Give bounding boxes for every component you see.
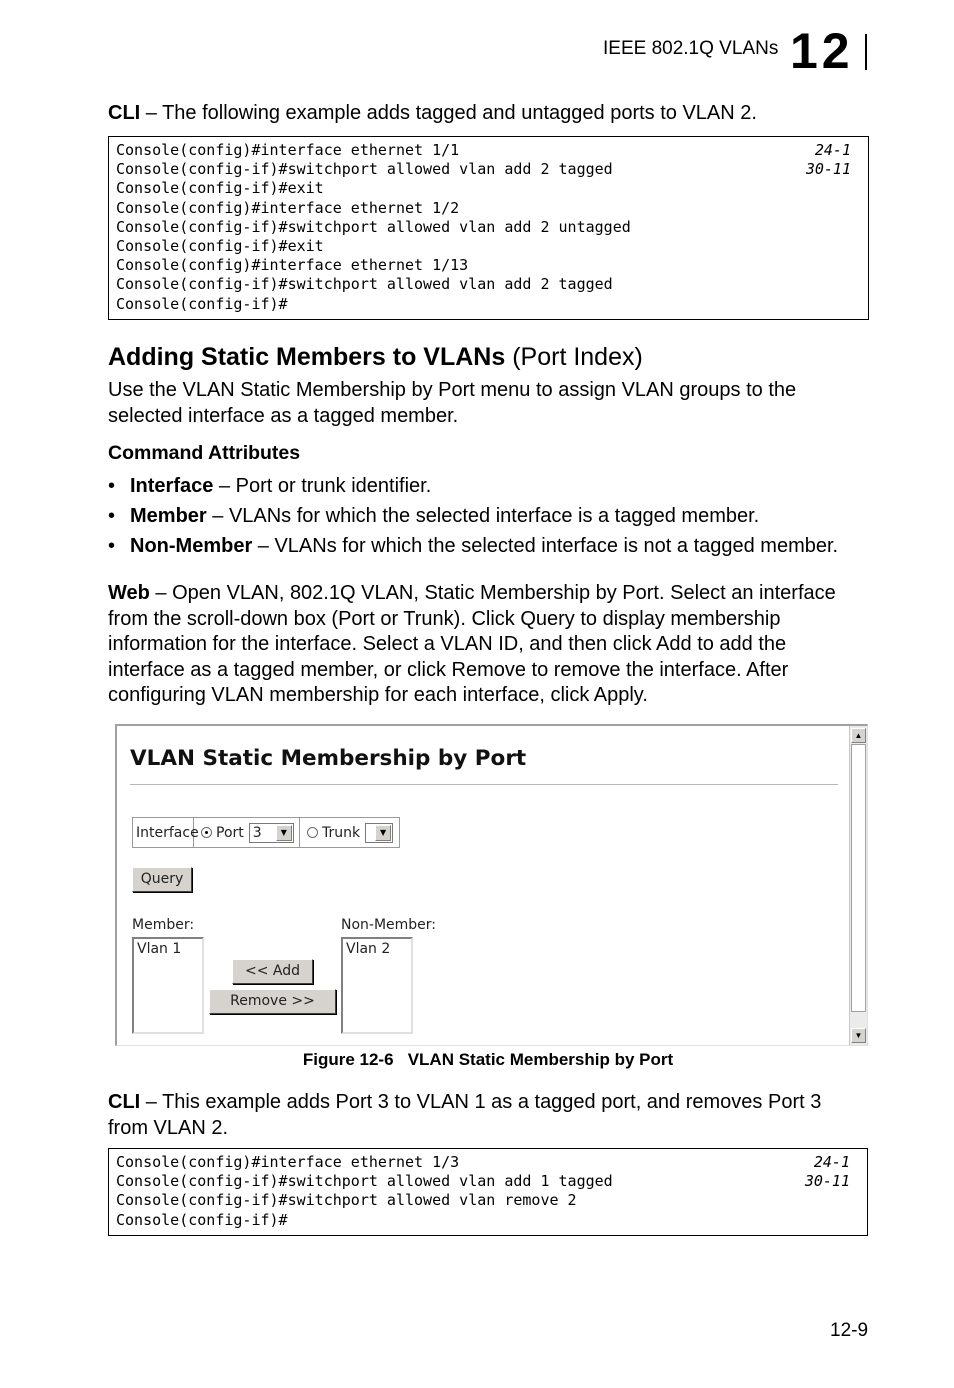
web-line: from the scroll-down box (Port or Trunk). Click Query to display membership [108,607,781,630]
code-text: Console(config-if)#switchport allowed vlan add 1 tagged [116,1172,613,1191]
code-line [116,1191,867,1210]
code-page-ref: 30-11 [805,160,851,179]
trunk-select[interactable] [365,823,393,843]
code-line [116,295,868,314]
trunk-radio[interactable] [307,827,318,838]
web-line [108,581,868,607]
cli-label: CLI [108,102,141,124]
attribute-text [130,505,759,528]
cli-intro-2 [108,1090,868,1141]
code-block-1 [108,136,869,320]
vlan-membership-screenshot [115,724,868,1046]
interface-label: Interface [136,824,199,841]
web-line: information for the interface. Select a VLAN ID, and then click Add to add the [108,633,787,655]
list-item[interactable]: Vlan 1 [137,941,182,957]
vertical-scrollbar[interactable] [849,726,867,1045]
cli-intro-text: – This example adds Port 3 to VLAN 1 as a tagged port, and removes Port 3 [140,1091,822,1113]
member-listbox[interactable] [132,937,204,1034]
trunk-label: Trunk [322,824,361,841]
code-line [116,1211,867,1230]
code-line [116,256,868,275]
code-line [116,199,868,218]
interface-label-cell [133,818,199,847]
code-text: Console(config)#interface ethernet 1/3 [116,1153,460,1171]
cli-intro-line [108,1090,868,1116]
code-block-2 [108,1148,868,1236]
code-text: Console(config-if)# [116,294,288,313]
code-line [116,160,868,179]
cli-intro-text: – The following example adds tagged and untagged ports to VLAN 2. [140,102,757,124]
web-label: Web [108,582,150,604]
cli-intro-1 [108,101,868,127]
remove-button[interactable]: Remove >> [209,989,336,1014]
attribute-term: Member [130,505,207,527]
attribute-desc: – VLANs for which the selected interface is not a tagged member. [252,535,839,557]
code-page-ref: 24-1 [813,1153,850,1171]
member-label: Member: [132,917,195,933]
code-page-ref: 30-11 [804,1172,850,1191]
attribute-term: Non-Member [130,535,253,557]
query-button[interactable]: Query [132,867,192,892]
section-heading-suffix: (Port Index) [505,343,643,371]
web-line: configuring VLAN membership for each interface, click Apply. [108,684,648,706]
attribute-text [130,475,431,498]
code-text: Console(config-if)#switchport allowed vlan add 2 tagged [116,160,613,179]
code-line [116,1153,867,1172]
interface-selector [132,817,400,848]
code-text: Console(config-if)#switchport allowed vlan add 2 untagged [116,217,631,236]
scroll-up-arrow-icon[interactable]: ▲ [851,728,866,743]
figure-caption: Figure 12-6 VLAN Static Membership by Port [302,1050,674,1069]
bullet-dot: • [108,475,116,497]
attribute-desc: – Port or trunk identifier. [213,475,432,497]
scroll-down-arrow-icon[interactable]: ▼ [851,1028,866,1043]
port-label: Port [216,824,244,841]
section-heading-bold: Adding Static Members to VLANs [108,343,506,371]
cli-label: CLI [108,1091,141,1113]
attribute-desc: – VLANs for which the selected interface is a tagged member. [206,505,760,527]
section-intro [108,378,868,429]
intro-line: Use the VLAN Static Membership by Port menu to assign VLAN groups to the [108,379,797,401]
list-item[interactable]: Vlan 2 [346,941,391,957]
scrollbar-thumb[interactable] [851,744,866,1012]
attribute-term: Interface [130,475,214,497]
port-select[interactable] [249,823,294,843]
screenshot-title: VLAN Static Membership by Port [130,746,527,771]
trunk-option-cell [300,818,399,847]
code-line [116,275,868,294]
add-button[interactable]: << Add [232,959,313,984]
port-select-value: 3 [252,824,262,841]
cli-intro-line: from VLAN 2. [108,1116,229,1139]
code-text: Console(config-if)#switchport allowed vlan add 2 tagged [116,275,613,294]
web-instructions [108,581,868,709]
code-line [116,179,868,198]
attributes-heading: Command Attributes [108,442,301,464]
code-line [116,141,868,160]
code-text: Console(config-if)#exit [116,179,324,198]
port-radio[interactable] [201,827,212,838]
header-divider [865,34,867,70]
chevron-down-icon[interactable]: ▼ [276,825,292,841]
code-text: Console(config)#interface ethernet 1/2 [116,198,460,217]
code-text: Console(config-if)#exit [116,236,324,255]
bullet-dot: • [108,535,116,557]
running-header-title: IEEE 802.1Q VLANs [603,38,779,59]
section-heading [108,343,643,372]
code-text: Console(config-if)# [116,1210,288,1229]
intro-line: selected interface as a tagged member. [108,404,459,427]
code-text: Console(config)#interface ethernet 1/1 [116,141,460,159]
code-line [116,1172,867,1191]
port-option-cell [194,818,300,847]
page-number: 12-9 [830,1320,869,1341]
bullet-dot: • [108,505,116,527]
code-text: Console(config)#interface ethernet 1/13 [116,256,469,275]
code-line [116,237,868,256]
nonmember-listbox[interactable] [341,937,413,1034]
nonmember-label: Non-Member: [341,917,437,933]
web-text: – Open VLAN, 802.1Q VLAN, Static Membership by Port. Select an interface [149,582,836,604]
code-line [116,218,868,237]
code-text: Console(config-if)#switchport allowed vlan remove 2 [116,1191,577,1210]
code-page-ref: 24-1 [814,141,851,159]
attribute-text [130,535,838,558]
title-divider [130,784,838,786]
chevron-down-icon[interactable]: ▼ [375,825,391,841]
chapter-number: 12 [790,23,854,79]
web-line: interface as a tagged member, or click Remove to remove the interface. After [108,658,789,681]
